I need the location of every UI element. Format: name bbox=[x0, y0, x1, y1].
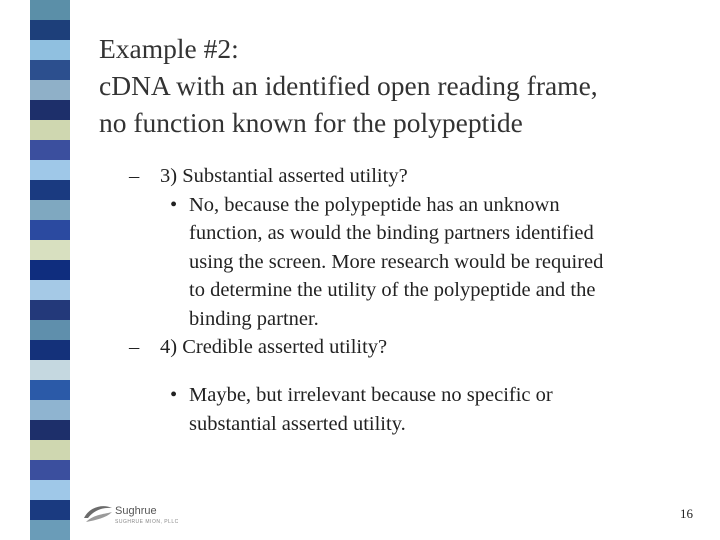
stripe-block bbox=[30, 120, 70, 140]
sughrue-logo bbox=[82, 500, 192, 530]
sub-bullet: • bbox=[170, 193, 178, 216]
stripe-block bbox=[30, 240, 70, 260]
stripe-block bbox=[30, 320, 70, 340]
item-dash: – bbox=[129, 165, 140, 187]
stripe-block bbox=[30, 380, 70, 400]
title-line-3: no function known for the polypeptide bbox=[99, 107, 523, 138]
page-number: 16 bbox=[680, 506, 693, 521]
item-3-sub-line-5: binding partner. bbox=[189, 307, 319, 330]
title-line-2: cDNA with an identified open reading frame, bbox=[99, 70, 598, 101]
stripe-block bbox=[30, 280, 70, 300]
swoosh-icon bbox=[82, 500, 114, 528]
stripe-block bbox=[30, 40, 70, 60]
stripe-block bbox=[30, 460, 70, 480]
item-3-sub-line-3: using the screen. More research would be required bbox=[189, 250, 604, 273]
slide-title bbox=[99, 30, 699, 141]
item-4-sub-line-2: substantial asserted utility. bbox=[189, 412, 406, 435]
stripe-block bbox=[30, 400, 70, 420]
item-3-sub-line-4: to determine the utility of the polypeptide and the bbox=[189, 279, 596, 301]
item-dash: – bbox=[129, 336, 140, 358]
item-4-sub-line-1: Maybe, but irrelevant because no specific or bbox=[189, 384, 553, 406]
sub-bullet: • bbox=[170, 384, 178, 406]
stripe-block bbox=[30, 260, 70, 280]
stripe-block bbox=[30, 340, 70, 360]
stripe-block bbox=[30, 100, 70, 120]
logo-tagline: SUGHRUE MION, PLLC bbox=[115, 519, 179, 525]
logo-name: Sughrue bbox=[115, 505, 157, 517]
stripe-block bbox=[30, 420, 70, 440]
title-line-1: Example #2: bbox=[99, 33, 239, 64]
stripe-block bbox=[30, 500, 70, 520]
item-4-heading: 4) Credible asserted utility? bbox=[160, 336, 388, 358]
stripe-block bbox=[30, 480, 70, 500]
stripe-block bbox=[30, 520, 70, 540]
stripe-block bbox=[30, 440, 70, 460]
stripe-block bbox=[30, 300, 70, 320]
stripe-block bbox=[30, 200, 70, 220]
stripe-block bbox=[30, 220, 70, 240]
item-3-sub-line-1: No, because the polypeptide has an unknown bbox=[189, 193, 560, 216]
item-3-sub-line-2: function, as would the binding partners identified bbox=[189, 222, 594, 244]
stripe-block bbox=[30, 80, 70, 100]
stripe-block bbox=[30, 60, 70, 80]
stripe-block bbox=[30, 20, 70, 40]
decorative-stripe bbox=[30, 0, 70, 540]
stripe-block bbox=[30, 0, 70, 20]
stripe-block bbox=[30, 180, 70, 200]
item-3-heading: 3) Substantial asserted utility? bbox=[160, 165, 408, 187]
stripe-block bbox=[30, 160, 70, 180]
stripe-block bbox=[30, 360, 70, 380]
stripe-block bbox=[30, 140, 70, 160]
